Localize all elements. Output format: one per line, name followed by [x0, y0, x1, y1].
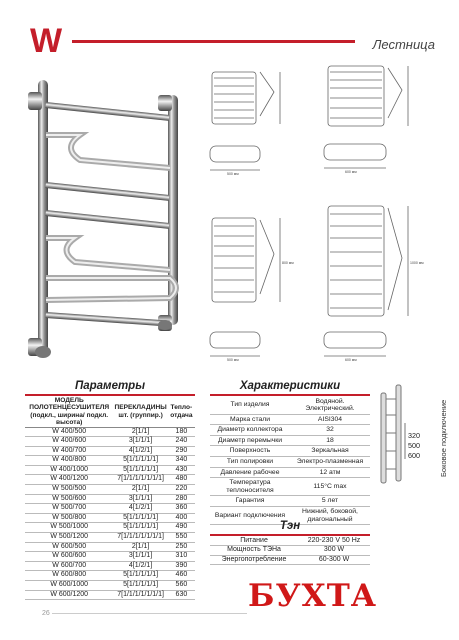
table-row	[25, 523, 195, 533]
model-cell: W 400/500	[25, 427, 113, 437]
table-row	[25, 437, 195, 447]
col-header-bars: ПЕРЕКЛАДИНЫ шт. (группир.)	[113, 397, 167, 428]
table-row	[210, 397, 370, 415]
table-row	[25, 542, 195, 552]
section-rule	[25, 394, 195, 396]
table-row	[210, 414, 370, 425]
value-cell: AISI304	[290, 414, 370, 425]
dim-label: 500 мм	[227, 172, 239, 176]
table-row	[210, 425, 370, 436]
model-cell: W 500/700	[25, 504, 113, 514]
characteristics-section	[210, 380, 370, 525]
bars-cell: 5[1/1/1/1/1]	[113, 523, 167, 533]
heat-output-cell: 430	[168, 465, 195, 475]
side-connection-label: Боковое подключение	[439, 399, 448, 477]
table-row	[25, 446, 195, 456]
heat-output-cell: 250	[168, 542, 195, 552]
heat-output-cell: 280	[168, 494, 195, 504]
bars-cell: 2[1/1]	[113, 427, 167, 437]
model-cell: W 600/800	[25, 571, 113, 581]
table-row	[210, 546, 370, 556]
property-cell: Тип полировки	[210, 457, 290, 468]
value-cell: Зеркальная	[290, 446, 370, 457]
dim-label: 1000 мм	[410, 261, 424, 265]
heat-output-cell: 290	[168, 446, 195, 456]
heater-table	[210, 537, 370, 566]
value-cell: 60-300 W	[298, 555, 370, 565]
property-cell: Энергопотребление	[210, 555, 298, 565]
property-cell: Мощность ТЭНа	[210, 546, 298, 556]
bars-cell: 4[1/2/1]	[113, 561, 167, 571]
side-dim: 600	[408, 451, 420, 460]
side-dim: 320	[408, 431, 420, 440]
model-cell: W 600/600	[25, 552, 113, 562]
model-cell: W 400/800	[25, 456, 113, 466]
bars-cell: 7[1/1/1/1/1/1/1]	[113, 475, 167, 485]
bars-cell: 7[1/1/1/1/1/1/1]	[113, 590, 167, 600]
heat-output-cell: 550	[168, 533, 195, 543]
table-row	[210, 446, 370, 457]
heat-output-cell: 460	[168, 571, 195, 581]
table-row	[25, 494, 195, 504]
bars-cell: 3[1/1/1]	[113, 552, 167, 562]
table-row	[25, 590, 195, 600]
model-cell: W 400/1000	[25, 465, 113, 475]
bars-cell: 5[1/1/1/1/1]	[113, 513, 167, 523]
heat-output-cell: 630	[168, 590, 195, 600]
property-cell: Гарантия	[210, 496, 290, 507]
dim-label: 600 мм	[345, 170, 357, 174]
property-cell: Диаметр коллектора	[210, 425, 290, 436]
heat-output-cell: 490	[168, 523, 195, 533]
model-cell: W 500/500	[25, 485, 113, 495]
table-row	[210, 457, 370, 468]
model-cell: W 400/600	[25, 437, 113, 447]
value-cell: 115°C max	[290, 478, 370, 496]
col-header-model: МОДЕЛЬ ПОЛОТЕНЦЕСУШИТЕЛЯ (подкл., ширина/ подкл. высота)	[25, 397, 113, 428]
model-cell: W 500/1000	[25, 523, 113, 533]
property-cell: Тип изделия	[210, 397, 290, 415]
model-cell: W 500/800	[25, 513, 113, 523]
bars-cell: 3[1/1/1]	[113, 494, 167, 504]
model-cell: W 400/700	[25, 446, 113, 456]
characteristics-table	[210, 397, 370, 526]
bars-cell: 2[1/1]	[113, 485, 167, 495]
table-row	[25, 533, 195, 543]
value-cell: Водяной. Электрический.	[290, 397, 370, 415]
table-row	[25, 427, 195, 437]
bars-cell: 4[1/2/1]	[113, 504, 167, 514]
property-cell: Поверхность	[210, 446, 290, 457]
bars-cell: 4[1/2/1]	[113, 446, 167, 456]
model-cell: W 600/1200	[25, 590, 113, 600]
heat-output-cell: 400	[168, 513, 195, 523]
footer-rule	[52, 613, 247, 614]
table-row	[210, 478, 370, 496]
side-connection-figure	[375, 375, 450, 485]
section-rule	[210, 394, 370, 396]
bars-cell: 3[1/1/1]	[113, 437, 167, 447]
parameters-section	[25, 380, 195, 600]
product-photo	[20, 60, 200, 370]
value-cell: 220-230 V 50 Hz	[298, 537, 370, 546]
bars-cell: 5[1/1/1/1/1]	[113, 465, 167, 475]
table-row	[210, 555, 370, 565]
model-cell: W 500/600	[25, 494, 113, 504]
value-cell: Нижний, боковой, диагональный	[290, 507, 370, 525]
table-row	[210, 537, 370, 546]
table-row	[25, 475, 195, 485]
heat-output-cell: 340	[168, 456, 195, 466]
bars-cell: 2[1/1]	[113, 542, 167, 552]
value-cell: 12 атм	[290, 467, 370, 478]
table-row	[25, 552, 195, 562]
side-dim: 500	[408, 441, 420, 450]
parameters-title: Параметры	[74, 380, 146, 392]
table-row	[210, 467, 370, 478]
table-row	[25, 561, 195, 571]
table-row	[25, 571, 195, 581]
dim-label: 800 мм	[282, 261, 294, 265]
table-row	[210, 496, 370, 507]
property-cell: Диаметр перемычки	[210, 435, 290, 446]
heat-output-cell: 360	[168, 504, 195, 514]
bars-cell: 5[1/1/1/1/1]	[113, 456, 167, 466]
section-rule	[210, 534, 370, 536]
dim-label: 500 мм	[227, 358, 239, 362]
side-dimensions	[408, 431, 420, 461]
value-cell: 5 лет	[290, 496, 370, 507]
heat-output-cell: 480	[168, 475, 195, 485]
col-header-heat: Тепло-отдача	[168, 397, 195, 428]
model-cell: W 600/700	[25, 561, 113, 571]
property-cell: Питание	[210, 537, 298, 546]
parameters-table	[25, 397, 195, 601]
value-cell: Электро-плазменная	[290, 457, 370, 468]
table-row	[210, 435, 370, 446]
table-row	[25, 456, 195, 466]
bars-cell: 5[1/1/1/1/1]	[113, 581, 167, 591]
watermark-logo: БУХТА	[248, 578, 378, 614]
page-number: 26	[42, 610, 50, 617]
model-cell: W 400/1200	[25, 475, 113, 485]
model-cell: W 600/1000	[25, 581, 113, 591]
value-cell: 32	[290, 425, 370, 436]
model-cell: W 500/1200	[25, 533, 113, 543]
bars-cell: 5[1/1/1/1/1]	[113, 571, 167, 581]
table-row	[25, 581, 195, 591]
page-title: Лестница	[355, 37, 435, 52]
model-cell: W 600/500	[25, 542, 113, 552]
technical-drawings	[200, 58, 455, 363]
heat-output-cell: 240	[168, 437, 195, 447]
property-cell: Марка стали	[210, 414, 290, 425]
heat-output-cell: 560	[168, 581, 195, 591]
table-row	[25, 513, 195, 523]
property-cell: Вариант подключения	[210, 507, 290, 525]
table-row	[25, 465, 195, 475]
table-row	[25, 485, 195, 495]
bars-cell: 7[1/1/1/1/1/1/1]	[113, 533, 167, 543]
value-cell: 300 W	[298, 546, 370, 556]
value-cell: 18	[290, 435, 370, 446]
dim-label: 600 мм	[345, 358, 357, 362]
characteristics-title: Характеристики	[239, 380, 341, 392]
table-row	[25, 504, 195, 514]
heater-section	[210, 520, 370, 565]
heat-output-cell: 180	[168, 427, 195, 437]
property-cell: Температура теплоносителя	[210, 478, 290, 496]
heat-output-cell: 310	[168, 552, 195, 562]
heater-title: Тэн	[279, 520, 301, 532]
heat-output-cell: 220	[168, 485, 195, 495]
brand-letter-logo: W	[30, 22, 62, 60]
heat-output-cell: 390	[168, 561, 195, 571]
property-cell: Давление рабочее	[210, 467, 290, 478]
